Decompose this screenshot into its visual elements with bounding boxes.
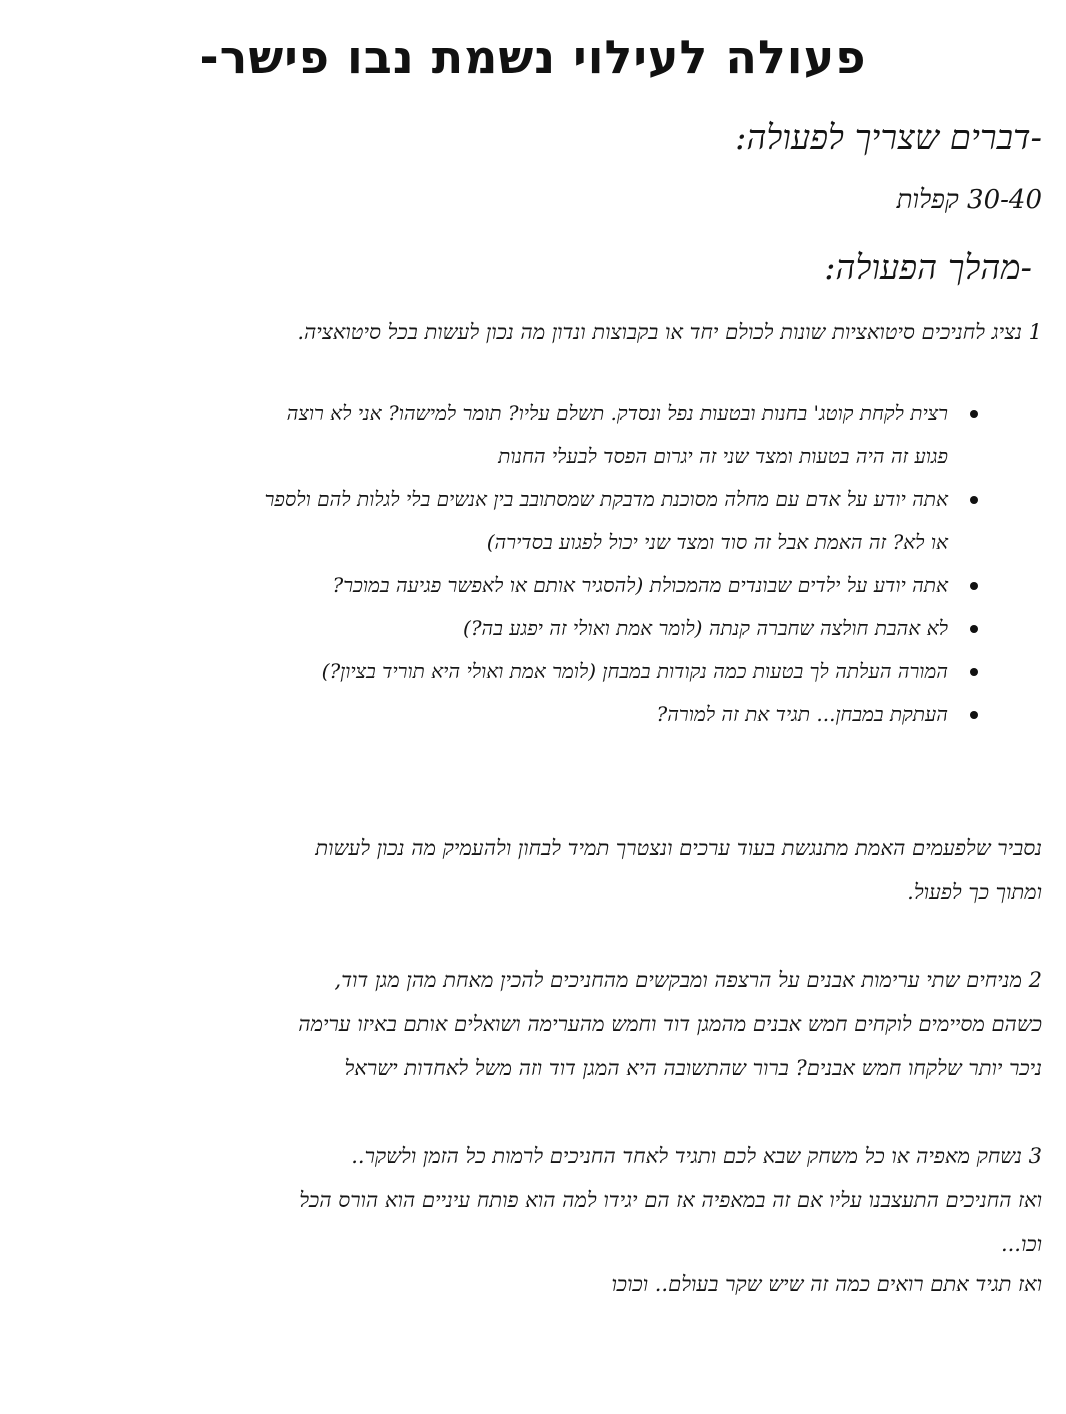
step-2-line-1: 2 מניחים שתי ערימות אבנים על הרצפה ומבקשים מהחניכים להכין מאחת מהן מגן דוד, [334,968,1042,992]
step-3-paragraph [60,1134,1042,1266]
list-item [60,693,966,736]
page-title: פעולה לעילוי נשמת נבו פישר- [199,30,867,84]
list-item [60,564,966,607]
step-2-paragraph [60,958,1042,1090]
procedure-heading: -מהלך הפעולה: [824,248,1032,288]
list-item [60,392,966,478]
list-item-text: אתה יודע על ילדים שבונדים מהמכולת (להסגיר אותם או לאפשר פגיעה במוכר? [332,573,948,597]
list-item-text: לא אהבת חולצה שחברה קנתה (לומר אמת ואולי זה יפגע בה?) [463,616,948,640]
list-item-text: המורה העלתה לך בטעות כמה נקודות במבחן (לומר אמת ואולי היא תוריד בציון?) [321,659,948,683]
summary-line-2: ומתוך כך לפעול. [907,880,1042,904]
requirements-heading: -דברים שצריך לפעולה: [734,118,1042,158]
step-3-line-3: וכו... [1000,1232,1042,1256]
step-2-line-3: ניכר יותר שלקחו חמש אבנים? ברור שהתשובה היא המגן דוד וזה משל לאחדות ישראל [344,1056,1042,1080]
summary-line-1: נסביר שלפעמים האמת מתנגשת בעוד ערכים ונצטרך תמיד לבחון ולהעמיק מה נכון לעשות [315,836,1042,860]
step-1-text: 1 נציג לחניכים סיטואציות שונות לכולם יחד או בקבוצות ונדון מה נכון לעשות בכל סיטואציה. [297,320,1042,344]
list-item-text: רצית לקחת קוטג' בחנות ובטעות נפל ונסדק. תשלם עליו? תומר למישהו? אני לא רוצה [286,401,948,425]
summary-paragraph [60,826,1042,914]
list-item-text-cont: או לא? זה האמת אבל זה סוד ומצד שני יכול לפגוע בסדירה) [486,530,948,554]
step-3-line-2: ואז החניכים התעצבנו עליו אם זה במאפיה אז הם יגידו למה הוא פותח עיניים הוא הורס הכל [299,1188,1042,1212]
situations-list [60,392,988,736]
list-item-text: אתה יודע על אדם עם מחלה מסוכנת מדבקת שמסתובב בין אנשים בלי לגלות להם ולספר [264,487,948,511]
list-item-text-cont: פגוע זה היה בטעות ומצד שני זה יגרום הפסד לבעלי החנות [498,444,948,468]
step-3-line-1: 3 נשחק מאפיה או כל משחק שבא לכם ותגיד לאחד החניכים לרמות כל הזמן ולשקר.. [351,1144,1042,1168]
list-item [60,607,966,650]
list-item-text: העתקת במבחן... תגיד את זה למורה? [656,702,948,726]
list-item [60,650,966,693]
list-item [60,478,966,564]
requirements-item: 30-40 קפלות [896,185,1042,215]
step-2-line-2: כשהם מסיימים לוקחים חמש אבנים מהמגן דוד וחמש מהערימה ושואלים אותם באיזו ערימה [298,1012,1042,1036]
closing-line: ואז תגיד אתם רואים כמה זה שיש שקר בעולם.. וכוכו [611,1272,1042,1296]
